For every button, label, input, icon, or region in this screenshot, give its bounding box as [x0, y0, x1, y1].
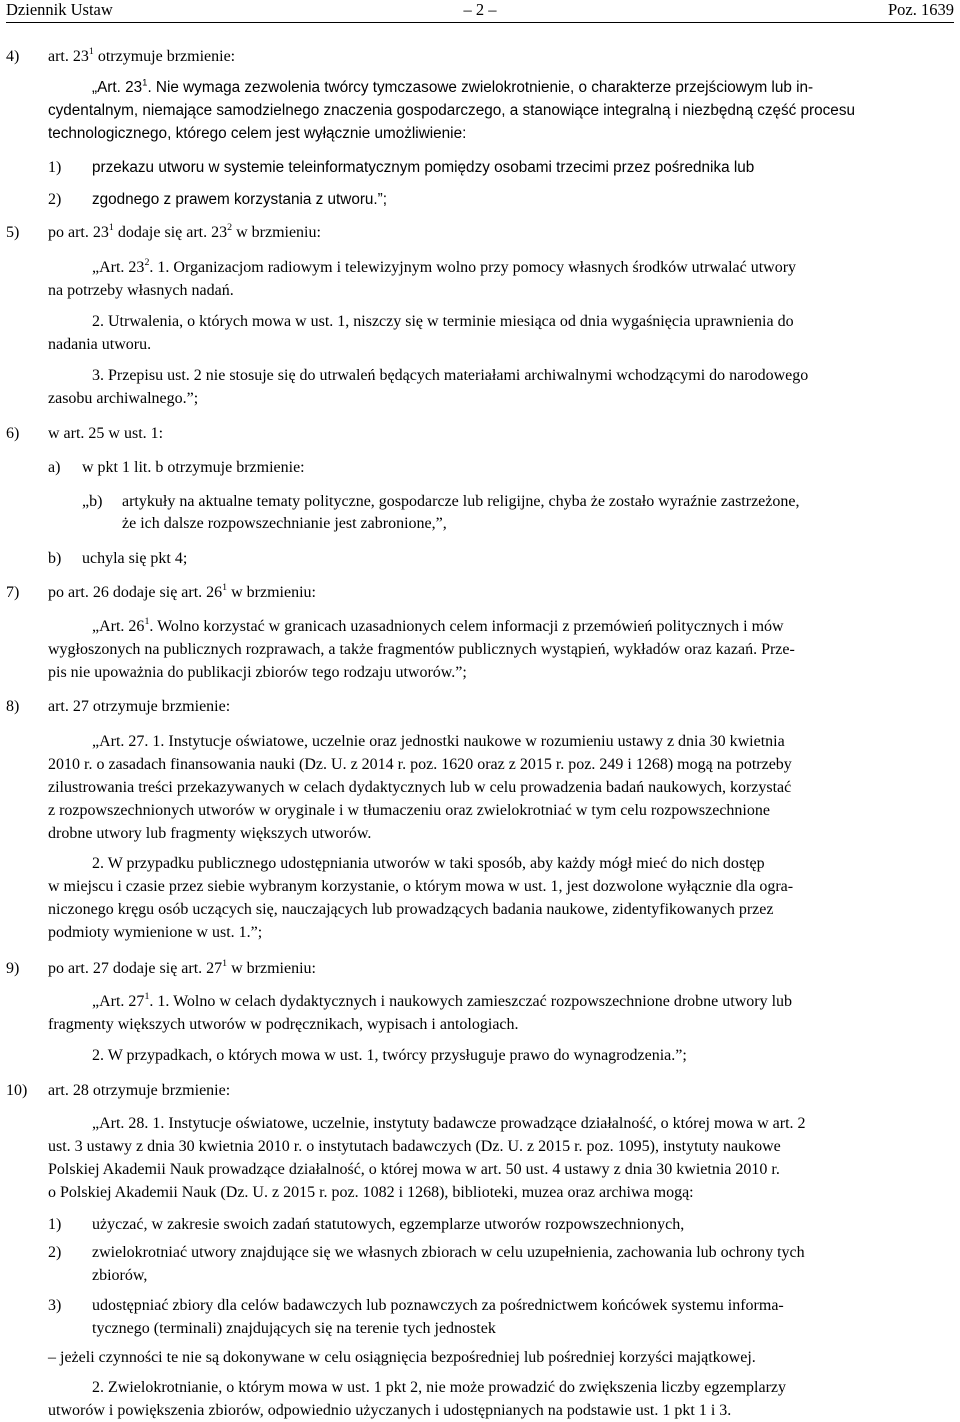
point-text: użyczać, w zakresie swoich zadań statutowych, egzemplarze utworów rozpowszechnionych,: [92, 1216, 685, 1233]
superscript: 2: [144, 257, 150, 269]
point-text: zwielokrotniać utwory znajdujące się we własnych zbiorach w celu uzupełnienia, zachowania lub ochrony tych: [92, 1244, 805, 1261]
quote-line: z rozpowszechnionych utworów w oryginale i w tłumaczeniu oraz zwielokrotniać w tym celu rozpowszechnione: [48, 802, 770, 819]
tail-line: utworów i powiększenia zbiorów, odpowiednio użyczanych i udostępnianych na podstawie ust. 1 pkt 1 i 3.: [48, 1402, 732, 1419]
quote-line: wygłoszonych na publicznych rozprawach, a także fragmentów publicznych wystąpień, wykładów oraz kazań. Prze-: [48, 641, 795, 658]
point-number: 1): [48, 159, 62, 176]
superscript: 1: [108, 222, 114, 234]
subitem-letter: b): [48, 550, 62, 567]
superscript: 1: [222, 958, 228, 970]
quote-line: niczonego kręgu osób uczących się, nauczających lub prowadzących badania naukowe, zidentyfikowanych przez: [48, 901, 774, 918]
item-intro: art. $23^1$ otrzymuje brzmienie:: [48, 46, 236, 65]
quote-line: na potrzeby własnych nadań.: [48, 282, 234, 299]
quote-line: cydentalnym, niemające samodzielnego znaczenia gospodarczego, a stanowiące integralną i niezbędną część procesu: [48, 102, 855, 119]
item-number: 7): [6, 584, 20, 601]
subitem-text: uchyla się pkt 4;: [82, 550, 188, 567]
tail-line: 2. Zwielokrotnianie, o którym mowa w ust. 1 pkt 2, nie może prowadzić do zwiększenia liczby egzemplarzy: [92, 1379, 787, 1396]
point-number: 2): [48, 1244, 62, 1261]
quote-line: ust. 3 ustawy z dnia 30 kwietnia 2010 r. o instytutach badawczych (Dz. U. z 2015 r. poz. 1095), instytuty naukowe: [48, 1138, 781, 1155]
quote-line: „Art. 28. 1. Instytucje oświatowe, uczelnie, instytuty badawcze prowadzące działalność, o której mowa w art. 2: [92, 1115, 806, 1132]
point-number: 3): [48, 1297, 62, 1314]
item-number: 6): [6, 425, 20, 442]
subitem-text: że ich dalsze rozpowszechnianie jest zabronione,”,: [122, 515, 447, 532]
item-number: 8): [6, 698, 20, 715]
journal-name: Dziennik Ustaw: [6, 0, 113, 19]
superscript: 1: [222, 582, 228, 594]
point-text: zgodnego z prawem korzystania z utworu.”;: [92, 191, 388, 208]
quote-line: zilustrowania treści przekazywanych w celach dydaktycznych lub w celu prowadzenia badań naukowych, korzystać: [48, 779, 792, 796]
quote-line: w miejscu i czasie przez siebie wybranym korzystanie, o którym mowa w ust. 1, jest dozwolone wyłącznie dla ogra-: [48, 878, 794, 895]
point-number: 1): [48, 1216, 62, 1233]
subitem-text: w pkt 1 lit. b otrzymuje brzmienie:: [82, 459, 305, 476]
quote-line: nadania utworu.: [48, 336, 152, 353]
quote-line: 2. Utrwalenia, o których mowa w ust. 1, niszczy się w terminie miesiąca od dnia wygaśnięcia uprawnienia do: [92, 313, 794, 330]
page-number: – 2 –: [463, 0, 497, 19]
point-number: 2): [48, 191, 62, 208]
quote-line: „Art. 27. 1. Instytucje oświatowe, uczelnie oraz jednostki naukowe w rozumieniu ustawy z dnia 30 kwietnia: [92, 733, 785, 750]
quote-line: o Polskiej Akademii Nauk (Dz. U. z 2015 r. poz. 1082 i 1268), biblioteki, muzea oraz archiwa mogą:: [48, 1184, 694, 1201]
superscript: 1: [144, 616, 150, 628]
quote-line: 2. W przypadkach, o których mowa w ust. 1, twórcy przysługuje prawo do wynagrodzenia.”;: [92, 1047, 687, 1064]
superscript: 1: [88, 46, 94, 58]
item-number: 4): [6, 48, 20, 65]
item-intro: art. 28 otrzymuje brzmienie:: [48, 1082, 231, 1099]
subitem-letter: a): [48, 459, 61, 476]
quote-line: 3. Przepisu ust. 2 nie stosuje się do utrwaleń będących materiałami archiwalnymi wchodzącymi do narodowego: [92, 367, 809, 384]
quote-line: podmioty wymienione w ust. 1.”;: [48, 924, 263, 941]
point-text: przekazu utworu w systemie teleinformatycznym pomiędzy osobami trzecimi przez pośrednika lub: [92, 159, 755, 176]
superscript: 1: [142, 77, 148, 89]
page-header: [6, 0, 954, 23]
quote-line: „Art. $23^1$. Nie wymaga zezwolenia twórcy tymczasowe zwielokrotnienie, o charakterze przejściowym lub in-: [92, 77, 814, 96]
quote-line: 2010 r. o zasadach finansowania nauki (Dz. U. z 2014 r. poz. 1620 oraz z 2015 r. poz. 249 i 1268) mogą na potrzeby: [48, 756, 792, 773]
item-intro: art. 27 otrzymuje brzmienie:: [48, 698, 231, 715]
item-intro: w art. 25 w ust. 1:: [48, 425, 164, 442]
point-text: zbiorów,: [92, 1267, 148, 1284]
quote-line: zasobu archiwalnego.”;: [48, 390, 199, 407]
tail-line: – jeżeli czynności te nie są dokonywane w celu osiągnięcia bezpośredniej lub pośredniej korzyści majątkowej.: [48, 1349, 756, 1366]
superscript: 1: [144, 991, 150, 1003]
position-number: Poz. 1639: [888, 0, 954, 19]
item-intro: po art. 27 dodaje się art. $27^1$ w brzmieniu:: [48, 958, 316, 977]
point-text: udostępniać zbiory dla celów badawczych lub poznawczych za pośrednictwem końcówek systemu informa-: [92, 1297, 784, 1314]
quote-line: „Art. $26^1$. Wolno korzystać w granicach uzasadnionych celem informacji z przemówień politycznych i mów: [92, 616, 784, 635]
quote-line: Polskiej Akademii Nauk prowadzące działalność, o której mowa w art. 50 ust. 4 ustawy z dnia 30 kwietnia 2010 r.: [48, 1161, 780, 1178]
item-intro: po art. 26 dodaje się art. $26^1$ w brzmieniu:: [48, 582, 316, 601]
quote-line: drobne utwory lub fragmenty większych utworów.: [48, 825, 372, 842]
superscript: 2: [227, 222, 233, 234]
item-number: 10): [6, 1082, 28, 1099]
item-number: 5): [6, 224, 20, 241]
quote-line: technologicznego, którego celem jest wyłącznie umożliwienie:: [48, 125, 467, 142]
quote-line: 2. W przypadku publicznego udostępniania utworów w taki sposób, aby każdy mógł mieć do nich dostęp: [92, 855, 765, 872]
item-intro: po art. $23^1$ dodaje się art. $23^2$ w brzmieniu:: [48, 222, 321, 241]
subitem-letter: „b): [82, 493, 103, 510]
point-text: tycznego (terminali) znajdujących się na terenie tych jednostek: [92, 1320, 496, 1337]
subitem-text: artykuły na aktualne tematy polityczne, gospodarcze lub religijne, chyba że zostało wyraźnie zastrzeżone,: [122, 493, 800, 510]
quote-line: „Art. $23^2$. 1. Organizacjom radiowym i telewizyjnym wolno przy pomocy własnych środków utrwalać utwory: [92, 257, 797, 276]
quote-line: „Art. $27^1$. 1. Wolno w celach dydaktycznych i naukowych zamieszczać rozpowszechnione drobne utwory lub: [92, 991, 793, 1010]
item-number: 9): [6, 960, 20, 977]
quote-line: fragmenty większych utworów w podręcznikach, wypisach i antologiach.: [48, 1016, 519, 1033]
quote-line: pis nie upoważnia do publikacji zbiorów tego rodzaju utworów.”;: [48, 664, 467, 681]
